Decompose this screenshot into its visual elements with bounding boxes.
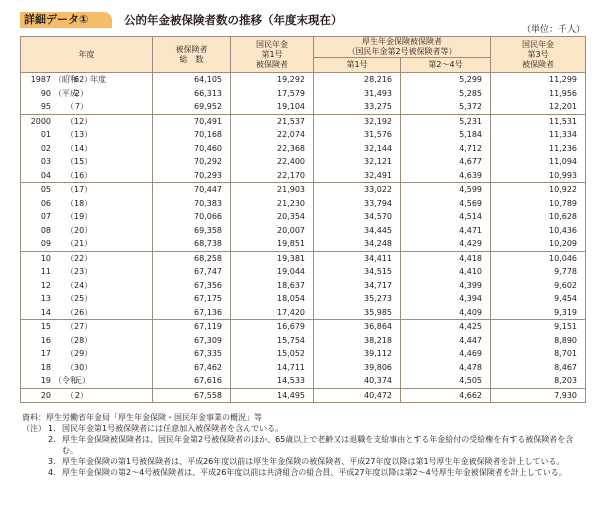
nenkin3-cell: 10,436	[491, 224, 586, 238]
total-cell: 67,335	[153, 347, 231, 361]
nenkin3-cell: 8,467	[491, 361, 586, 375]
total-cell: 68,258	[153, 251, 231, 265]
table-row	[21, 388, 586, 403]
nenkin3-cell: 9,602	[491, 279, 586, 293]
year-cell: 05 （17）	[21, 183, 153, 197]
insured-persons-table	[20, 36, 586, 403]
kosei1-cell: 38,218	[314, 334, 401, 348]
total-cell: 70,168	[153, 128, 231, 142]
nenkin3-cell: 11,334	[491, 128, 586, 142]
nenkin1-cell: 15,754	[231, 334, 314, 348]
header-nenkin3: 国民年金 第3号 被保険者	[491, 37, 586, 73]
note-item: （注） 1. 国民年金第1号被保険者には任意加入被保険者を含んでいる。	[22, 424, 284, 433]
kosei2-4-cell: 4,478	[401, 361, 491, 375]
kosei2-4-cell: 4,712	[401, 142, 491, 156]
nenkin1-cell: 16,679	[231, 320, 314, 334]
year-cell: 95 （7）	[21, 100, 153, 114]
total-cell: 68,738	[153, 237, 231, 251]
nenkin3-cell: 10,993	[491, 169, 586, 183]
nenkin3-cell: 11,956	[491, 87, 586, 101]
nenkin1-cell: 17,420	[231, 306, 314, 320]
year-cell: 16 （28）	[21, 334, 153, 348]
nenkin1-cell: 19,104	[231, 100, 314, 114]
total-cell: 70,293	[153, 169, 231, 183]
kosei2-4-cell: 4,447	[401, 334, 491, 348]
table-row	[21, 87, 586, 101]
total-cell: 67,462	[153, 361, 231, 375]
year-cell: 14 （26）	[21, 306, 153, 320]
total-cell: 66,313	[153, 87, 231, 101]
year-cell: 02 （14）	[21, 142, 153, 156]
table-row	[21, 320, 586, 334]
table-row	[21, 100, 586, 114]
kosei2-4-cell: 4,469	[401, 347, 491, 361]
kosei2-4-cell: 5,231	[401, 114, 491, 128]
nenkin1-cell: 22,074	[231, 128, 314, 142]
nenkin3-cell: 9,778	[491, 265, 586, 279]
kosei2-4-cell: 4,471	[401, 224, 491, 238]
year-cell: 90 （平成2）	[21, 87, 153, 101]
kosei1-cell: 33,275	[314, 100, 401, 114]
section-badge: 詳細データ①	[20, 12, 112, 28]
kosei2-4-cell: 4,394	[401, 292, 491, 306]
kosei2-4-cell: 4,599	[401, 183, 491, 197]
kosei1-cell: 34,717	[314, 279, 401, 293]
total-cell: 69,358	[153, 224, 231, 238]
table-row	[21, 197, 586, 211]
nenkin1-cell: 19,044	[231, 265, 314, 279]
kosei2-4-cell: 5,285	[401, 87, 491, 101]
total-cell: 67,119	[153, 320, 231, 334]
total-cell: 70,447	[153, 183, 231, 197]
year-cell: 08 （20）	[21, 224, 153, 238]
total-cell: 69,952	[153, 100, 231, 114]
nenkin3-cell: 11,299	[491, 73, 586, 87]
kosei2-4-cell: 4,514	[401, 210, 491, 224]
source-label: 資料：	[22, 413, 46, 422]
kosei2-4-cell: 4,677	[401, 155, 491, 169]
year-cell: 07 （19）	[21, 210, 153, 224]
total-cell: 70,383	[153, 197, 231, 211]
table-row	[21, 128, 586, 142]
year-cell: 03 （15）	[21, 155, 153, 169]
table-row	[21, 155, 586, 169]
header-kosei-group: 厚生年金保険被保険者 （国民年金第2号被保険者等）	[314, 37, 491, 58]
total-cell: 70,292	[153, 155, 231, 169]
kosei1-cell: 40,374	[314, 374, 401, 388]
table-row	[21, 210, 586, 224]
nenkin1-cell: 14,711	[231, 361, 314, 375]
kosei1-cell: 32,144	[314, 142, 401, 156]
nenkin1-cell: 14,495	[231, 388, 314, 403]
nenkin3-cell: 9,319	[491, 306, 586, 320]
kosei1-cell: 28,216	[314, 73, 401, 87]
kosei1-cell: 34,248	[314, 237, 401, 251]
table-row	[21, 334, 586, 348]
year-cell: 1987 （昭和62）年度	[21, 73, 153, 87]
nenkin1-cell: 15,052	[231, 347, 314, 361]
kosei1-cell: 34,411	[314, 251, 401, 265]
nenkin3-cell: 7,930	[491, 388, 586, 403]
kosei1-cell: 32,192	[314, 114, 401, 128]
nenkin1-cell: 19,381	[231, 251, 314, 265]
year-cell: 18 （30）	[21, 361, 153, 375]
kosei1-cell: 35,985	[314, 306, 401, 320]
nenkin1-cell: 14,533	[231, 374, 314, 388]
nenkin3-cell: 10,046	[491, 251, 586, 265]
kosei1-cell: 33,022	[314, 183, 401, 197]
header-kosei2-4: 第2～4号	[401, 58, 491, 73]
header-total: 被保険者 総 数	[153, 37, 231, 73]
nenkin1-cell: 20,007	[231, 224, 314, 238]
note-item: 3. 厚生年金保険の第1号被保険者は、平成26年度以前は厚生年金保険の被保険者、平成27年度以降は第1号厚生年金被保険者を計上している。	[48, 457, 565, 466]
table-row	[21, 265, 586, 279]
kosei2-4-cell: 4,399	[401, 279, 491, 293]
kosei1-cell: 39,806	[314, 361, 401, 375]
note-list	[22, 423, 587, 478]
kosei1-cell: 34,515	[314, 265, 401, 279]
kosei2-4-cell: 4,418	[401, 251, 491, 265]
nenkin3-cell: 10,628	[491, 210, 586, 224]
note-item: 2. 厚生年金保険被保険者は、国民年金第2号被保険者のほか、65歳以上で老齢又は退職を支給事由とする年金給付の受給権を有する被保険者を含む。	[48, 435, 574, 455]
table-row	[21, 306, 586, 320]
table-row	[21, 374, 586, 388]
kosei2-4-cell: 5,184	[401, 128, 491, 142]
kosei1-cell: 33,794	[314, 197, 401, 211]
kosei2-4-cell: 4,409	[401, 306, 491, 320]
kosei2-4-cell: 4,639	[401, 169, 491, 183]
kosei1-cell: 34,445	[314, 224, 401, 238]
total-cell: 67,616	[153, 374, 231, 388]
total-cell: 70,491	[153, 114, 231, 128]
nenkin1-cell: 21,903	[231, 183, 314, 197]
year-cell: 06 （18）	[21, 197, 153, 211]
kosei1-cell: 31,493	[314, 87, 401, 101]
year-cell: 04 （16）	[21, 169, 153, 183]
nenkin3-cell: 11,236	[491, 142, 586, 156]
nenkin3-cell: 8,890	[491, 334, 586, 348]
total-cell: 64,105	[153, 73, 231, 87]
total-cell: 67,558	[153, 388, 231, 403]
total-cell: 67,136	[153, 306, 231, 320]
total-cell: 67,175	[153, 292, 231, 306]
kosei1-cell: 31,576	[314, 128, 401, 142]
table-row	[21, 183, 586, 197]
year-cell: 13 （25）	[21, 292, 153, 306]
nenkin1-cell: 22,400	[231, 155, 314, 169]
nenkin1-cell: 17,579	[231, 87, 314, 101]
unit-label: （単位：千人）	[521, 25, 585, 35]
nenkin1-cell: 18,054	[231, 292, 314, 306]
year-cell: 11 （23）	[21, 265, 153, 279]
header-year: 年度	[21, 37, 153, 73]
total-cell: 67,356	[153, 279, 231, 293]
year-cell: 01 （13）	[21, 128, 153, 142]
nenkin3-cell: 10,922	[491, 183, 586, 197]
table-row	[21, 142, 586, 156]
table-body	[21, 73, 586, 403]
table-row	[21, 237, 586, 251]
kosei1-cell: 35,273	[314, 292, 401, 306]
nenkin1-cell: 22,170	[231, 169, 314, 183]
page-header	[20, 10, 585, 35]
nenkin3-cell: 10,789	[491, 197, 586, 211]
nenkin3-cell: 8,701	[491, 347, 586, 361]
year-cell: 17 （29）	[21, 347, 153, 361]
year-cell: 09 （21）	[21, 237, 153, 251]
kosei2-4-cell: 4,429	[401, 237, 491, 251]
year-cell: 12 （24）	[21, 279, 153, 293]
nenkin1-cell: 21,230	[231, 197, 314, 211]
year-cell: 10 （22）	[21, 251, 153, 265]
year-cell: 19 （令和元）	[21, 374, 153, 388]
nenkin3-cell: 9,454	[491, 292, 586, 306]
nenkin3-cell: 10,209	[491, 237, 586, 251]
nenkin3-cell: 11,531	[491, 114, 586, 128]
kosei2-4-cell: 5,372	[401, 100, 491, 114]
kosei1-cell: 32,491	[314, 169, 401, 183]
total-cell: 67,747	[153, 265, 231, 279]
nenkin3-cell: 9,151	[491, 320, 586, 334]
nenkin1-cell: 19,292	[231, 73, 314, 87]
total-cell: 70,460	[153, 142, 231, 156]
table-row	[21, 73, 586, 87]
total-cell: 70,066	[153, 210, 231, 224]
kosei2-4-cell: 4,662	[401, 388, 491, 403]
nenkin3-cell: 11,094	[491, 155, 586, 169]
year-cell: 20 （2）	[21, 388, 153, 403]
kosei1-cell: 36,864	[314, 320, 401, 334]
kosei1-cell: 39,112	[314, 347, 401, 361]
table-row	[21, 292, 586, 306]
nenkin1-cell: 22,368	[231, 142, 314, 156]
table-row	[21, 251, 586, 265]
kosei1-cell: 40,472	[314, 388, 401, 403]
nenkin1-cell: 21,537	[231, 114, 314, 128]
kosei2-4-cell: 4,425	[401, 320, 491, 334]
kosei2-4-cell: 4,505	[401, 374, 491, 388]
kosei2-4-cell: 4,569	[401, 197, 491, 211]
header-kosei1: 第1号	[314, 58, 401, 73]
note-item: 4. 厚生年金保険の第2～4号被保険者は、平成26年度以前は共済組合の組合員、平成27年度以降は第2～4号厚生年金被保険者を計上している。	[48, 468, 567, 477]
year-cell: 15 （27）	[21, 320, 153, 334]
source-text: 厚生労働省年金局「厚生年金保険・国民年金事業の概況」等	[46, 413, 262, 422]
table-row	[21, 114, 586, 128]
nenkin1-cell: 20,354	[231, 210, 314, 224]
table-row	[21, 347, 586, 361]
kosei2-4-cell: 4,410	[401, 265, 491, 279]
total-cell: 67,309	[153, 334, 231, 348]
header-nenkin1: 国民年金 第1号 被保険者	[231, 37, 314, 73]
nenkin1-cell: 19,851	[231, 237, 314, 251]
page-title: 公的年金被保険者数の推移（年度末現在）	[124, 13, 343, 27]
table-row	[21, 224, 586, 238]
nenkin3-cell: 8,203	[491, 374, 586, 388]
nenkin3-cell: 12,201	[491, 100, 586, 114]
nenkin1-cell: 18,637	[231, 279, 314, 293]
table-row	[21, 279, 586, 293]
table-row	[21, 361, 586, 375]
kosei1-cell: 34,570	[314, 210, 401, 224]
table-row	[21, 169, 586, 183]
year-cell: 2000 （12）	[21, 114, 153, 128]
footnotes	[22, 412, 587, 478]
kosei2-4-cell: 5,299	[401, 73, 491, 87]
kosei1-cell: 32,121	[314, 155, 401, 169]
